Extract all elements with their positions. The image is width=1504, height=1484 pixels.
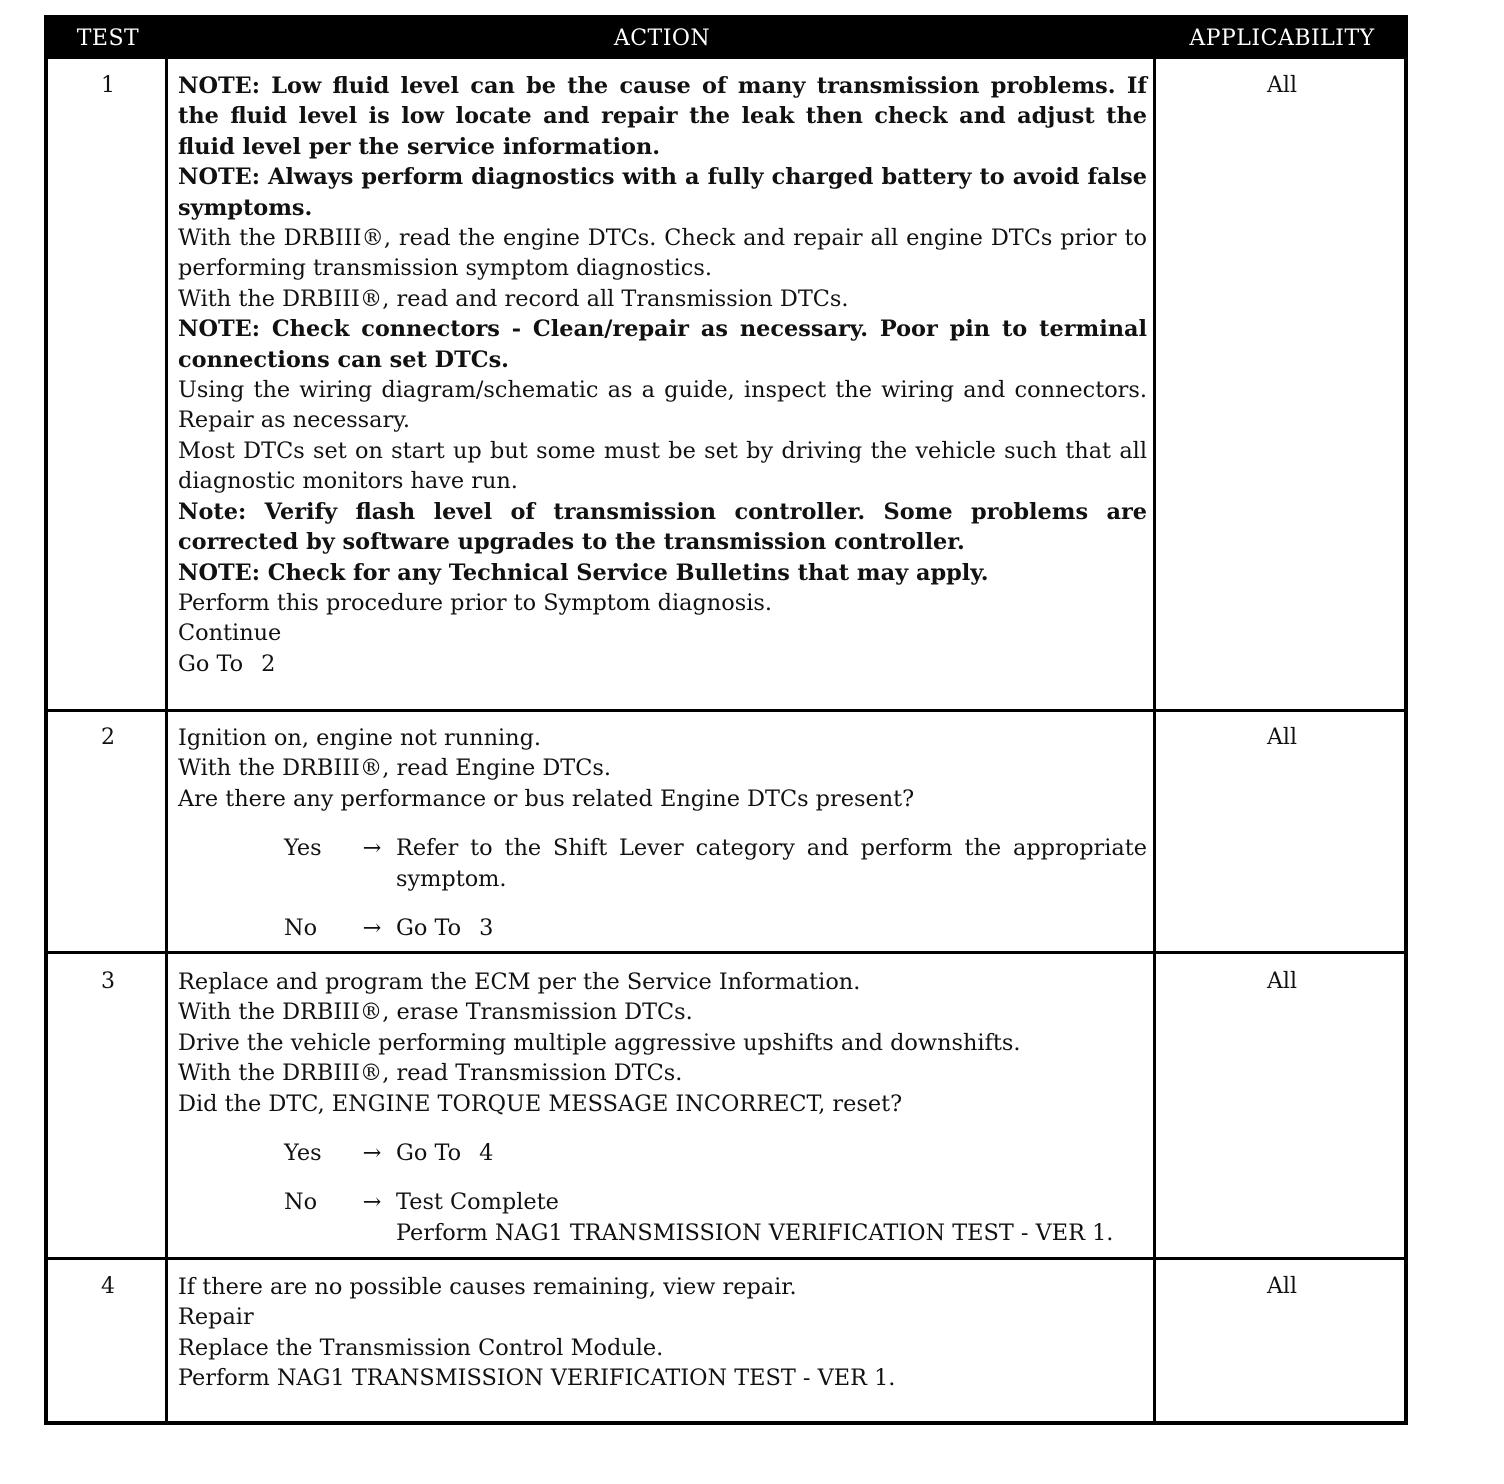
instruction-text: Ignition on, engine not running.: [178, 725, 542, 751]
repair-step: Perform NAG1 TRANSMISSION VERIFICATION TEST - VER 1.: [178, 1365, 896, 1392]
instruction-text: If there are no possible causes remaining, view repair.: [178, 1274, 797, 1300]
repair-label: Repair: [178, 1304, 254, 1331]
yes-result: [396, 1138, 1147, 1168]
note-text: NOTE: Check for any Technical Service Bulletins that may apply.: [178, 559, 989, 586]
table-header: [48, 19, 1404, 59]
action-cell: [178, 723, 1147, 943]
yes-result: Refer to the Shift Lever category and perform the appropriate symptom.: [396, 835, 1147, 892]
goto-step: [178, 649, 1147, 679]
no-result: [396, 1187, 1147, 1248]
yes-branch: [178, 833, 1147, 894]
question-text: Did the DTC, ENGINE TORQUE MESSAGE INCORRECT, reset?: [178, 1090, 903, 1117]
applicability-value: All: [1267, 969, 1297, 994]
question-text: Are there any performance or bus related Engine DTCs present?: [178, 785, 915, 812]
goto-number: 3: [479, 915, 494, 942]
action-cell: [178, 967, 1147, 1248]
action-cell: [178, 1272, 1147, 1394]
arrow-icon: →: [362, 1189, 382, 1216]
goto-label: Go To: [178, 650, 244, 677]
note-text: NOTE: Low fluid level can be the cause of many transmission problems. If the fluid level is low locate and repair the leak then check and adjust the fluid level per the service information.: [178, 73, 1147, 160]
result-instruction: Perform NAG1 TRANSMISSION VERIFICATION TEST - VER 1.: [396, 1219, 1114, 1246]
result-status: Test Complete: [396, 1189, 559, 1216]
instruction-text: With the DRBIII®, read Engine DTCs.: [178, 755, 611, 782]
yes-label: Yes: [284, 835, 322, 862]
test-number: 4: [101, 1274, 115, 1299]
row-divider: [48, 951, 1404, 954]
arrow-icon: →: [362, 835, 382, 862]
action-cell: [178, 71, 1147, 679]
yes-label: Yes: [284, 1140, 322, 1167]
goto-label: Go To: [396, 1140, 462, 1167]
header-test: TEST: [76, 26, 140, 51]
instruction-text: With the DRBIII®, erase Transmission DTCs.: [178, 999, 693, 1026]
continue-label: Continue: [178, 620, 282, 647]
test-number: 3: [101, 969, 115, 994]
arrow-icon: →: [362, 1140, 382, 1167]
instruction-text: Replace and program the ECM per the Service Information.: [178, 969, 861, 995]
note-text: NOTE: Always perform diagnostics with a fully charged battery to avoid false symptoms.: [178, 164, 1147, 221]
diagnostic-table: [44, 15, 1408, 1425]
applicability-value: All: [1267, 725, 1297, 750]
instruction-text: Drive the vehicle performing multiple aggressive upshifts and downshifts.: [178, 1029, 1021, 1056]
instruction-text: Most DTCs set on start up but some must be set by driving the vehicle such that all diagnostic monitors have run.: [178, 437, 1147, 495]
no-result: [396, 913, 1147, 943]
header-applicability: APPLICABILITY: [1189, 26, 1375, 51]
repair-step: Replace the Transmission Control Module.: [178, 1334, 664, 1361]
note-text: NOTE: Check connectors - Clean/repair as necessary. Poor pin to terminal connections can set DTCs.: [178, 316, 1147, 373]
instruction-text: Using the wiring diagram/schematic as a guide, inspect the wiring and connectors. Repair as necessary.: [178, 377, 1147, 434]
instruction-text: With the DRBIII®, read and record all Transmission DTCs.: [178, 285, 849, 312]
no-branch: [178, 1187, 1147, 1248]
no-label: No: [284, 1189, 318, 1216]
arrow-icon: →: [362, 915, 382, 942]
instruction-text: Perform this procedure prior to Symptom diagnosis.: [178, 589, 772, 616]
goto-label: Go To: [396, 915, 462, 942]
instruction-text: With the DRBIII®, read the engine DTCs. Check and repair all engine DTCs prior to performing transmission symptom diagnostics.: [178, 225, 1147, 282]
goto-number: 4: [479, 1140, 494, 1167]
yes-branch: [178, 1138, 1147, 1168]
no-label: No: [284, 915, 318, 942]
goto-number: 2: [261, 650, 276, 677]
header-action: ACTION: [613, 26, 711, 51]
row-divider: [48, 709, 1404, 712]
note-text: Note: Verify flash level of transmission controller. Some problems are corrected by software upgrades to the transmission controller.: [178, 498, 1147, 556]
test-number: 2: [101, 725, 115, 750]
no-branch: [178, 913, 1147, 943]
test-number: 1: [101, 73, 115, 98]
applicability-value: All: [1267, 73, 1297, 98]
row-divider: [48, 1257, 1404, 1260]
applicability-value: All: [1267, 1274, 1297, 1299]
instruction-text: With the DRBIII®, read Transmission DTCs.: [178, 1060, 683, 1087]
